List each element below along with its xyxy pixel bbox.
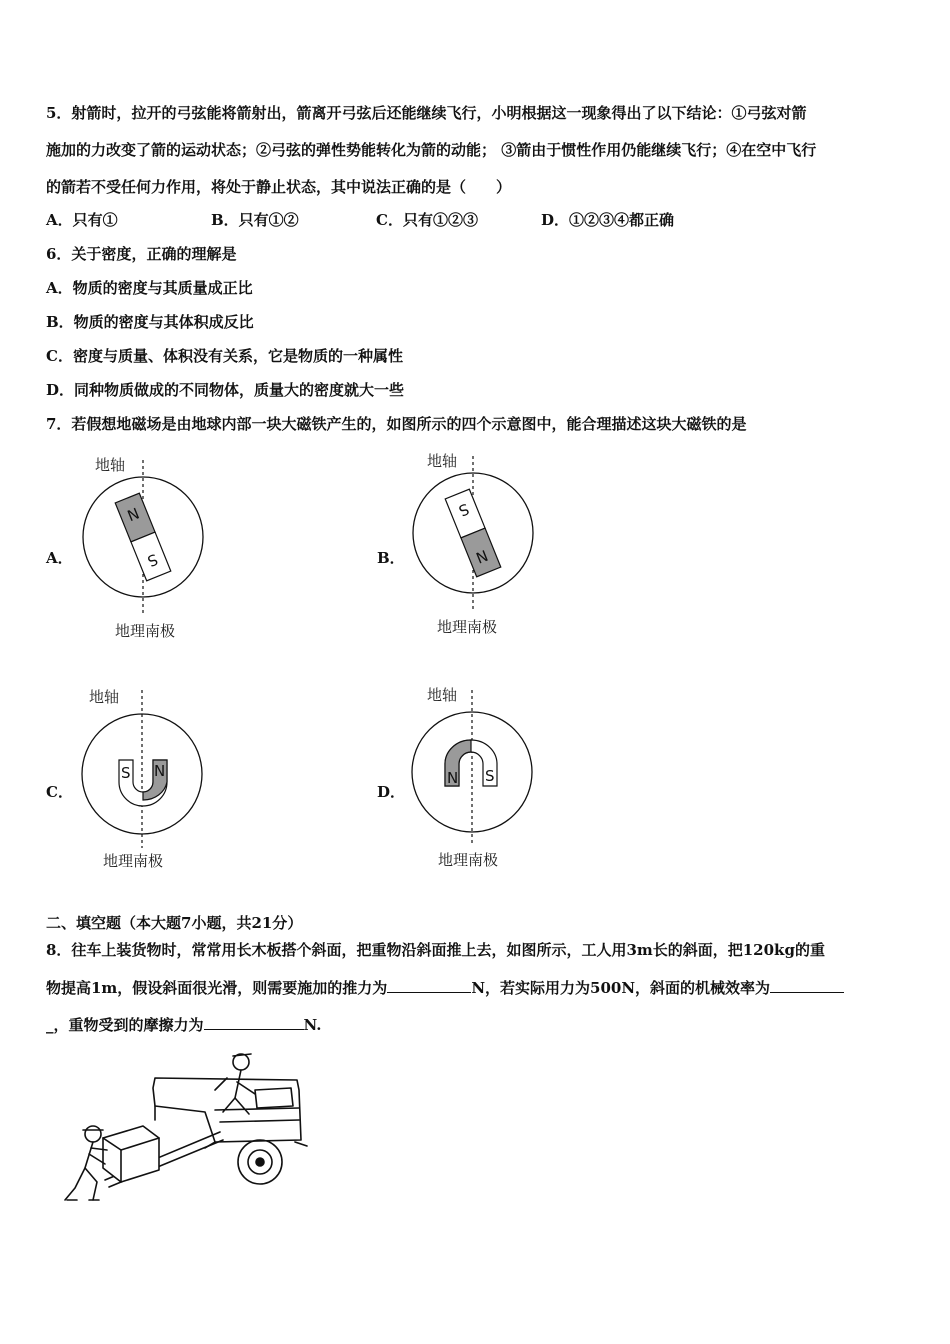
south-pole-label: 地理南极 bbox=[437, 618, 498, 636]
pole-s: S bbox=[485, 767, 495, 785]
q5-line-3: 的箭若不受任何力作用，将处于静止状态，其中说法正确的是（ ） bbox=[46, 178, 512, 196]
q8-line-2-part-1: 物提高1m，假设斜面很光滑，则需要施加的推力为 bbox=[46, 979, 388, 997]
u-magnet bbox=[119, 760, 167, 806]
section-title: 二、填空题（本大题7小题，共21分） bbox=[46, 914, 303, 932]
q7-stem: 7．若假想地磁场是由地球内部一块大磁铁产生的，如图所示的四个示意图中，能合理描述这块大磁铁的是 bbox=[46, 415, 747, 433]
q8-line-3-part-1: _，重物受到的摩擦力为 bbox=[46, 1016, 204, 1034]
u-magnet bbox=[445, 740, 497, 787]
figure-a bbox=[75, 452, 225, 642]
pole-s: S bbox=[456, 499, 472, 520]
q7-letter-d: D． bbox=[377, 783, 406, 801]
figure-b bbox=[405, 448, 555, 638]
q6-option-b: B．物质的密度与其体积成反比 bbox=[46, 313, 254, 331]
q6-stem: 6．关于密度，正确的理解是 bbox=[46, 245, 237, 263]
q6-option-d: D．同种物质做成的不同物体，质量大的密度就大一些 bbox=[46, 381, 405, 399]
pole-n: N bbox=[124, 503, 142, 525]
south-pole-label: 地理南极 bbox=[103, 852, 164, 870]
axis-label: 地轴 bbox=[427, 452, 458, 470]
axis-label: 地轴 bbox=[95, 456, 126, 474]
pole-n: N bbox=[473, 545, 491, 567]
pole-s: S bbox=[144, 549, 161, 571]
q6-option-c: C．密度与质量、体积没有关系，它是物质的一种属性 bbox=[46, 347, 403, 365]
q7-letter-b: B． bbox=[377, 549, 405, 567]
earth-circle bbox=[412, 712, 532, 832]
answer-blank-1[interactable] bbox=[387, 977, 471, 993]
q8-line-2 bbox=[46, 977, 844, 998]
q5-line-2: 施加的力改变了箭的运动状态；②弓弦的弹性势能转化为箭的动能； ③箭由于惯性作用仍能继续飞行；④在空中飞行 bbox=[46, 141, 817, 159]
q5-option-d: D．①②③④都正确 bbox=[541, 211, 675, 229]
q8-line-3-part-2: N. bbox=[303, 1016, 322, 1034]
q5-line-1: 5．射箭时，拉开的弓弦能将箭射出，箭离开弓弦后还能继续飞行，小明根据这一现象得出了以下结论：①弓弦对箭 bbox=[46, 104, 807, 122]
figure-c bbox=[75, 682, 225, 872]
south-pole-label: 地理南极 bbox=[438, 851, 499, 869]
q5-option-a: A．只有① bbox=[46, 211, 118, 229]
south-pole-label: 地理南极 bbox=[115, 622, 176, 640]
axis-label: 地轴 bbox=[89, 688, 120, 706]
answer-blank-3[interactable] bbox=[204, 1014, 304, 1030]
q8-line-3 bbox=[46, 1014, 322, 1035]
truck-ramp-drawing bbox=[55, 1050, 310, 1210]
q5-option-c: C．只有①②③ bbox=[376, 211, 478, 229]
q6-option-a: A．物质的密度与其质量成正比 bbox=[46, 279, 253, 297]
q8-line-2-part-2: N，若实际用力为500N，斜面的机械效率为 bbox=[471, 979, 771, 997]
axis-label: 地轴 bbox=[427, 686, 458, 704]
q7-letter-c: C． bbox=[46, 783, 73, 801]
pole-s: S bbox=[121, 764, 131, 782]
bar-magnet bbox=[445, 489, 501, 577]
truck-ramp-illustration bbox=[55, 1050, 310, 1210]
pole-n: N bbox=[154, 762, 166, 780]
q7-letter-a: A． bbox=[46, 549, 73, 567]
figure-d bbox=[405, 682, 555, 872]
q8-line-1: 8．往车上装货物时，常常用长木板搭个斜面，把重物沿斜面推上去，如图所示，工人用3m长的斜面，把120kg的重 bbox=[46, 941, 825, 959]
q5-option-b: B．只有①② bbox=[211, 211, 299, 229]
bar-magnet bbox=[115, 493, 171, 581]
pole-n: N bbox=[447, 769, 459, 787]
answer-blank-2[interactable] bbox=[770, 977, 844, 993]
